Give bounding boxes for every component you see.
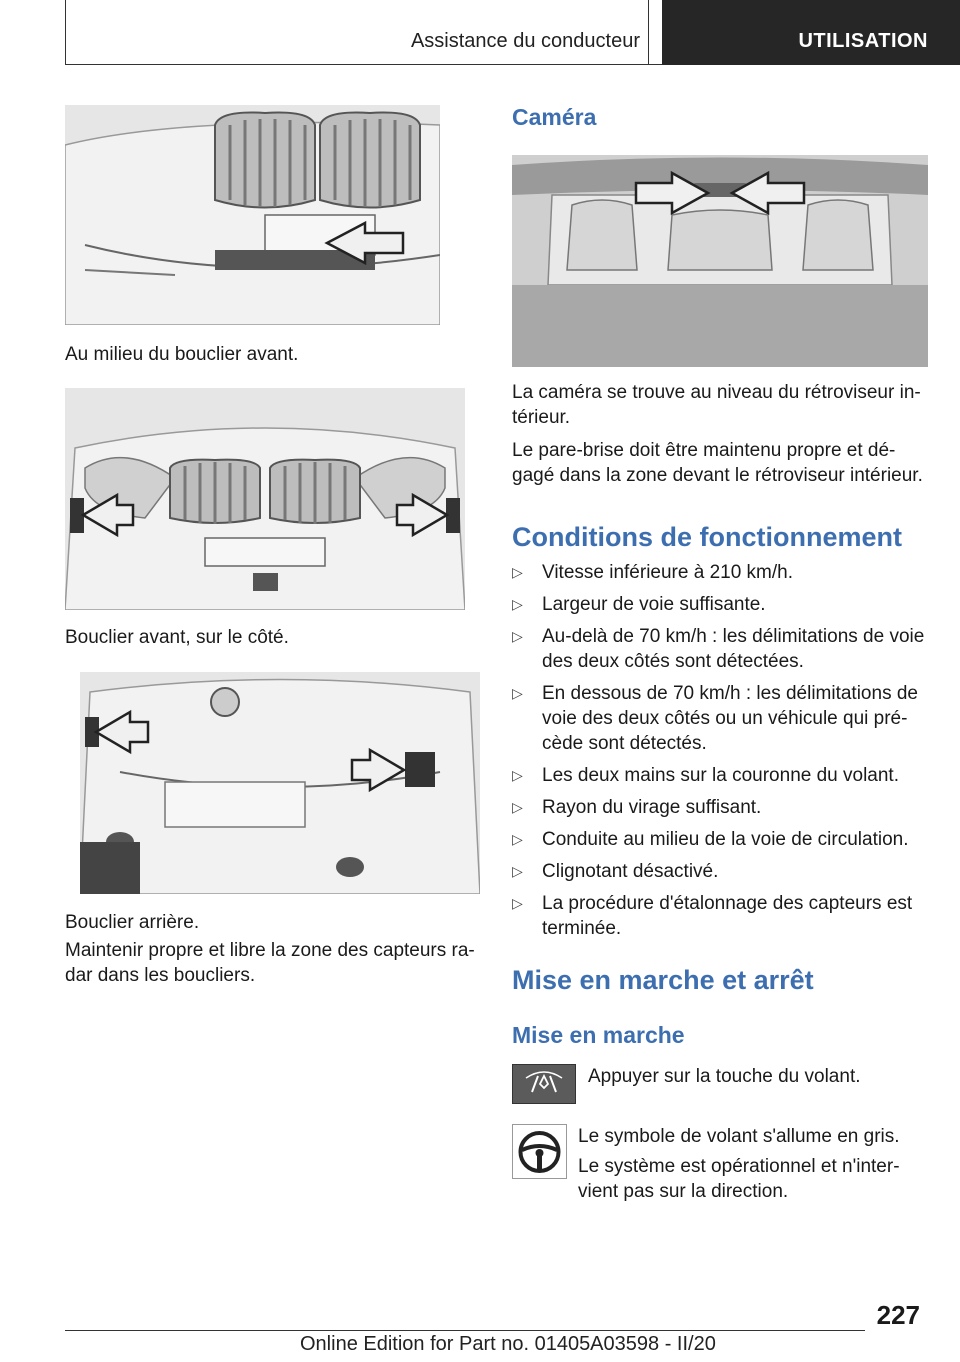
symbol-note-line1: Le symbole de volant s'allume en gris. [578,1126,900,1147]
bullet-marker-icon: ▷ [512,596,523,612]
symbol-note-line2: Le système est opérationnel et n'inter‐ [578,1156,900,1177]
sensor-note-line2: dar dans les boucliers. [65,965,256,986]
bullet-marker-icon: ▷ [512,628,523,644]
camera-para2-line2: gagé dans la zone devant le rétroviseur intérieur. [512,465,923,486]
list-item-text: des deux côtés sont détectées. [542,651,804,672]
on-instruction: Appuyer sur la touche du volant. [588,1066,861,1087]
camera-para1-line1: La caméra se trouve au niveau du rétroviseur in‐ [512,382,921,403]
list-item [512,795,932,820]
front-bumper-side-illustration [65,388,465,610]
front-bumper-center-illustration [65,105,440,325]
header-rule-mid [648,0,649,65]
caption-rear-bumper: Bouclier arrière. [65,912,200,933]
list-item-text: En dessous de 70 km/h : les délimitations de [542,683,918,704]
header-rule-left [65,0,66,65]
sensor-note-line1: Maintenir propre et libre la zone des capteurs ra‐ [65,940,475,961]
figure-front-bumper-center [65,105,440,325]
caption-front-bumper-side: Bouclier avant, sur le côté. [65,627,289,648]
bullet-marker-icon: ▷ [512,767,523,783]
conditions-heading: Conditions de fonctionnement [512,522,902,552]
list-item [512,891,932,941]
header-chapter-tab [662,0,960,65]
list-item-text: voie des deux côtés ou un véhicule qui pré‐ [542,708,908,729]
bullet-marker-icon: ▷ [512,564,523,580]
figure-camera-interior [512,155,928,367]
list-item [512,624,932,674]
list-item [512,560,932,585]
onoff-heading: Mise en marche et arrêt [512,965,814,995]
bullet-marker-icon: ▷ [512,685,523,701]
list-item-text: Vitesse inférieure à 210 km/h. [542,562,794,583]
list-item-text: Rayon du virage suffisant. [542,797,762,818]
list-item-text: Largeur de voie suffisante. [542,594,766,615]
page-number: 227 [876,1300,920,1330]
symbol-note-line3: vient pas sur la direction. [578,1181,789,1202]
list-item [512,592,932,617]
caption-front-bumper-center: Au milieu du bouclier avant. [65,344,299,365]
list-item-text: Les deux mains sur la couronne du volant. [542,765,899,786]
rear-bumper-illustration [80,672,480,894]
header-section-title: Assistance du conducteur [410,30,640,52]
list-item-text: Clignotant désactivé. [542,861,719,882]
header-chapter-label: UTILISATION [798,30,928,52]
list-item-text: cède sont détectés. [542,733,707,754]
list-item-text: terminée. [542,918,622,939]
figure-front-bumper-side [65,388,465,610]
on-subheading: Mise en marche [512,1022,685,1048]
figure-rear-bumper [80,672,480,894]
footer-rule [65,1330,865,1331]
list-item-text: La procédure d'étalonnage des capteurs est [542,893,913,914]
list-item-text: Au-delà de 70 km/h : les délimitations de voie [542,626,925,647]
camera-para1-line2: térieur. [512,407,571,428]
camera-heading: Caméra [512,104,597,130]
list-item [512,763,932,788]
bullet-marker-icon: ▷ [512,799,523,815]
header-rule-bottom [65,64,665,65]
footer-edition: Online Edition for Part no. 01405A03598 - II/20 [300,1333,716,1355]
conditions-list [512,560,932,948]
bullet-marker-icon: ▷ [512,831,523,847]
bullet-marker-icon: ▷ [512,863,523,879]
list-item-text: Conduite au milieu de la voie de circulation. [542,829,909,850]
list-item [512,681,932,756]
camera-para2-line1: Le pare-brise doit être maintenu propre et dé‐ [512,440,896,461]
steering-wheel-icon [512,1124,567,1179]
list-item [512,827,932,852]
bullet-marker-icon: ▷ [512,895,523,911]
lane-assist-button-icon [512,1064,576,1104]
camera-interior-illustration [512,155,928,367]
list-item [512,859,932,884]
